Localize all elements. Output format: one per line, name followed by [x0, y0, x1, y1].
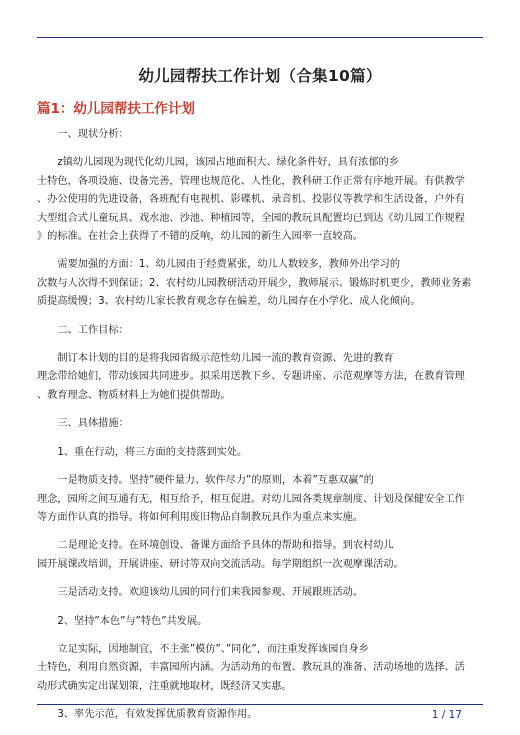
- paragraph: [37, 537, 485, 574]
- text-line: 》的标准。在社会上获得了不错的反响，幼儿园的新生入园率一直较高。: [37, 231, 363, 243]
- text-line: 等方面作认真的指导。将如何利用废旧物品自制教玩具作为重点来实施。: [37, 511, 363, 523]
- paragraph: [37, 415, 485, 433]
- paragraph: [37, 472, 485, 527]
- text-line: 3、率先示范，有效发挥优质教育资源作用。: [57, 709, 258, 721]
- text-line: 2、坚持”本色”与”特色”共发展。: [57, 615, 208, 627]
- page-indicator: 1 / 17: [431, 709, 462, 721]
- text-line: 、办公使用的先进设备，各班配有电视机、影碟机、录音机、投影仪等教学和生活设备，户外有: [37, 194, 465, 206]
- document-title: 幼儿园帮扶工作计划（合集10篇）: [138, 67, 382, 85]
- text-line: 动形式确实定出谋划策，注重就地取材，既经济又实惠。: [37, 680, 292, 692]
- header-rule: [37, 37, 483, 38]
- paragraph: [37, 126, 485, 144]
- paragraph: [37, 350, 485, 405]
- text-line: 土特色，各项设施、设备完善，管理也规范化、人性化，教科研工作正常有序地开展。有供教学: [37, 175, 465, 187]
- paragraph: [37, 256, 485, 311]
- text-line: 质提高缓慢；3、农村幼儿家长教育观念存在偏差，幼儿园存在小学化、成人化倾向。: [37, 296, 421, 308]
- text-line: 园开展课改培训，开展讲座、研讨等双向交流活动。每学期组织一次观摩课活动。: [37, 558, 404, 570]
- text-line: z镇幼儿园现为现代化幼儿园，该园占地面积大、绿化条件好，具有浓郁的乡: [57, 157, 399, 169]
- text-line: 三是活动支持。欢迎该幼儿园的同行们来我园参观、开展跟班活动。: [57, 587, 364, 599]
- text-line: 二、工作目标：: [57, 324, 129, 336]
- paragraph: [37, 322, 485, 340]
- text-line: 理念，园所之间互通有无，相互给予，相互促进。对幼儿园各类规章制度、计划及保健安全工作: [37, 493, 465, 505]
- document-body: [37, 126, 485, 735]
- text-line: 三、具体措施：: [57, 418, 129, 430]
- text-line: 二是理论支持。在环境创设、备课方面给予具体的帮助和指导。到农村幼儿: [57, 540, 394, 552]
- paragraph: [37, 706, 485, 724]
- text-line: 一是物质支持。坚持”硬件量力、软件尽力”的原则，本着”互惠双赢”的: [57, 475, 374, 487]
- text-line: 次数与人次得不到保证；2、农村幼儿园教研活动开展少，教师展示、锻炼时机更少，教师业务素: [37, 277, 472, 289]
- paragraph: [37, 641, 485, 696]
- text-line: 需要加强的方面：1、幼儿园由于经费紧张，幼儿人数较多，教师外出学习的: [57, 259, 401, 271]
- text-line: 大型组合式儿童玩具、戏水池、沙池、种植园等，全园的教玩具配置均已到达《幼儿园工作规程: [37, 212, 465, 224]
- text-line: 制订本计划的目的是将我园省级示范性幼儿园一流的教育资源、先进的教育: [57, 353, 394, 365]
- text-line: 、教育理念、物质材料上为她们提供帮助。: [37, 389, 231, 401]
- text-line: 一、现状分析：: [57, 129, 129, 140]
- paragraph: [37, 154, 485, 246]
- text-line: 理念带给她们，带动该园共同进步。拟采用送教下乡、专题讲座、示范观摩等方法，在教育管理: [37, 371, 465, 383]
- text-line: 土特色，利用自然资源，丰富园所内涵。为活动角的布置、教玩具的准备、活动场地的选择、活: [37, 662, 465, 674]
- text-line: 1、重在行动，将三方面的支持落到实处。: [57, 446, 248, 458]
- paragraph: [37, 444, 485, 462]
- text-line: 立足实际，因地制宜，不主张”模仿”、”同化”，而注重发挥该园自身乡: [57, 643, 369, 655]
- paragraph: [37, 613, 485, 631]
- footer-rule: [37, 704, 483, 705]
- paragraph: [37, 584, 485, 602]
- section-heading: 篇1：幼儿园帮扶工作计划: [37, 101, 195, 117]
